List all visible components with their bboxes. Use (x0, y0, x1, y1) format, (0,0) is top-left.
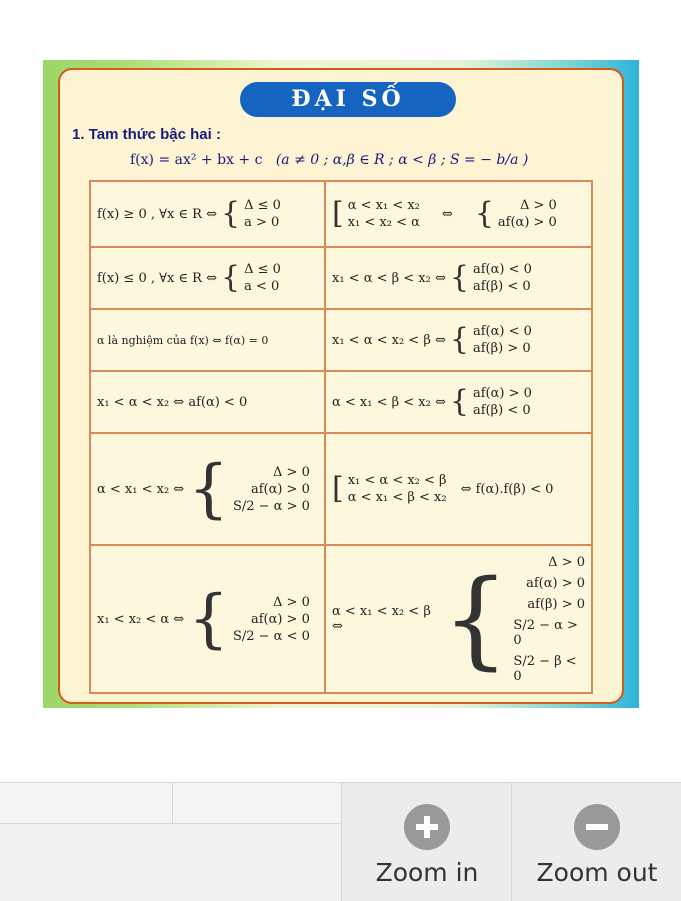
toolbar-tab[interactable] (173, 783, 342, 824)
table-cell: f(x) ≥ 0 , ∀x ∈ R ⇔ { Δ ≤ 0 a > 0 (90, 181, 325, 247)
zoom-toolbar (0, 782, 681, 901)
table-cell: x₁ < x₂ < α ⇔ { Δ > 0 af(α) > 0 S/2 − α < 0 (90, 545, 325, 693)
main-formula: f(x) = ax² + bx + c (a ≠ 0 ; α,β ∈ R ; α < β ; S = − b/a ) (130, 152, 529, 168)
zoom-out-label: Zoom out (536, 857, 658, 887)
table-cell: x₁ < α < x₂ ⇔ af(α) < 0 (90, 371, 325, 433)
section-heading: 1. Tam thức bậc hai : (72, 126, 221, 143)
plus-circle-icon (404, 804, 450, 850)
table-cell: α là nghiệm của f(x) ⇔ f(α) = 0 (90, 309, 325, 371)
table-cell: α < x₁ < β < x₂ ⇔ { af(α) > 0 af(β) < 0 (325, 371, 592, 433)
table-cell: [ α < x₁ < x₂ x₁ < x₂ < α ⇔ { Δ > 0 af(α) > 0 (325, 181, 592, 247)
toolbar-tab[interactable] (0, 783, 173, 824)
table-cell: [ x₁ < α < x₂ < β α < x₁ < β < x₂ ⇔ f(α).f(β) < 0 (325, 433, 592, 545)
table-cell: α < x₁ < x₂ < β ⇔ { Δ > 0 af(α) > 0 af(β) > 0 S/2 − α > 0 S/2 − β < 0 (325, 545, 592, 693)
table-row (90, 247, 592, 309)
table-cell: α < x₁ < x₂ ⇔ { Δ > 0 af(α) > 0 S/2 − α > 0 (90, 433, 325, 545)
minus-circle-icon (574, 804, 620, 850)
formula-card (58, 68, 624, 704)
table-cell: f(x) ≤ 0 , ∀x ∈ R ⇔ { Δ ≤ 0 a < 0 (90, 247, 325, 309)
zoom-out-button[interactable] (511, 783, 681, 901)
rules-table (89, 180, 593, 694)
table-cell: x₁ < α < β < x₂ ⇔ { af(α) < 0 af(β) < 0 (325, 247, 592, 309)
table-row (90, 433, 592, 545)
zoom-in-button[interactable] (341, 783, 512, 901)
table-row (90, 181, 592, 247)
table-cell: x₁ < α < x₂ < β ⇔ { af(α) < 0 af(β) > 0 (325, 309, 592, 371)
page-title: ĐẠI SỐ (240, 82, 456, 117)
table-row (90, 371, 592, 433)
table-row (90, 545, 592, 693)
document-image (43, 60, 639, 708)
table-row (90, 309, 592, 371)
zoom-in-label: Zoom in (375, 857, 479, 887)
